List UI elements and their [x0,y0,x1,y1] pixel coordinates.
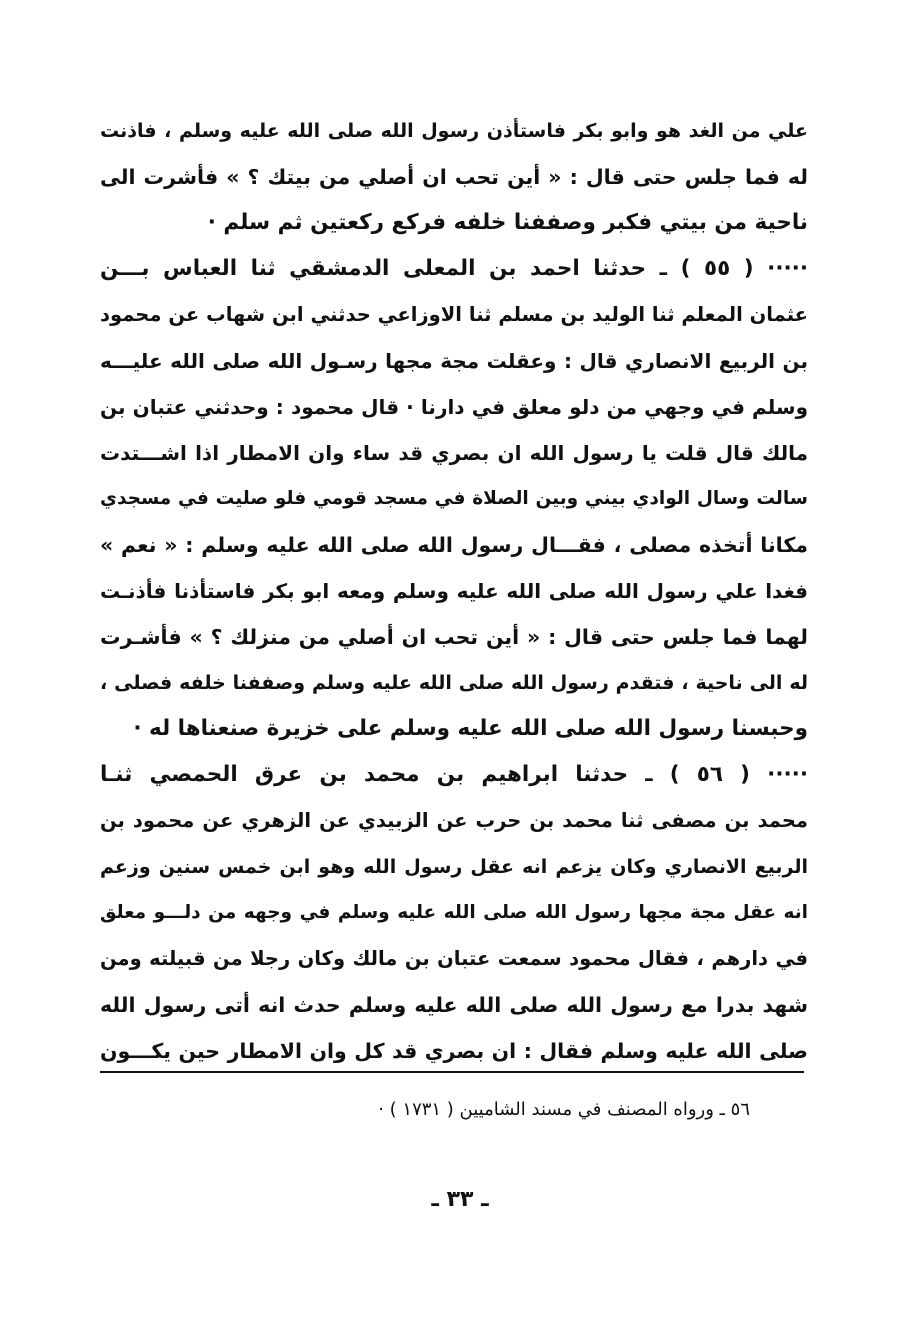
text-line: فغدا علي رسول الله صلى الله عليه وسلم ومعه ابو بكر فاستأذنا فأذنـت [100,579,808,603]
text-line: وسلم في وجهي من دلو معلق في دارنا · قال محمود : وحدثني عتبان بن [100,395,808,419]
text-line: مكانا أتخذه مصلى ، فقـــال رسول الله صلى الله عليه وسلم : « نعم » [100,533,808,557]
text-line: لهما فما جلس حتى قال : « أين تحب ان أصلي من منزلك ؟ » فأشـرت [100,625,808,649]
footnote-separator [100,1071,804,1073]
text-line: في دارهم ، فقال محمود سمعت عتبان بن مالك وكان رجلا من قبيلته ومن [100,947,808,970]
hadith-text-block [100,108,808,1074]
hadith-56-heading-line: ····· ( ٥٦ ) ـ حدثنا ابراهيم بن محمد بن عرق الحمصي ثنـا [100,762,808,787]
text-line: سالت وسال الوادي بيني وبين الصلاة في مسجد قومي فلو صليت في مسجدي [100,488,808,509]
text-line: مالك قال قلت يا رسول الله ان بصري قد ساء وان الامطار اذا اشـــتدت [100,441,808,465]
text-line: شهد بدرا مع رسول الله صلى الله عليه وسلم حدث انه أتى رسول الله [100,993,808,1017]
text-line: ناحية من بيتي فكبر وصففنا خلفه فركع ركعتين ثم سلم · [207,210,808,235]
page-number: ـ ٣٣ ـ [431,1187,489,1212]
text-line: له الى ناحية ، فتقدم رسول الله صلى الله عليه وسلم وصففنا خلفه فصلى ، [100,672,808,694]
text-line: صلى الله عليه وسلم فقال : ان بصري قد كل وان الامطار حين يكـــون [100,1039,808,1063]
hadith-55-heading-line: ····· ( ٥٥ ) ـ حدثنا احمد بن المعلى الدمشقي ثنا العباس بـــن [100,256,808,281]
text-line: انه عقل مجة مجها رسول الله صلى الله عليه وسلم في وجهه من دلـــو معلق [100,902,808,923]
text-line: عثمان المعلم ثنا الوليد بن مسلم ثنا الاوزاعي حدثني ابن شهاب عن محمود [100,303,808,326]
text-line: له فما جلس حتى قال : « أين تحب ان أصلي من بيتك ؟ » فأشرت الى [100,165,808,189]
text-line: وحبسنا رسول الله صلى الله عليه وسلم على خزيرة صنعناها له · [133,716,808,741]
text-line: الربيع الانصاري وكان يزعم انه عقل رسول الله وهو ابن خمس سنين وزعم [100,856,808,878]
footnote: ٥٦ ـ ورواه المصنف في مسند الشاميين ( ١٧٣١ ) · [378,1099,750,1120]
text-line: بن الربيع الانصاري قال : وعقلت مجة مجها رسـول الله صلى الله عليـــه [100,349,808,373]
text-line: محمد بن مصفى ثنا محمد بن حرب عن الزبيدي عن الزهري عن محمود بن [100,809,808,832]
text-line: علي من الغد هو وابو بكر فاستأذن رسول الله صلى الله عليه وسلم ، فاذنت [100,120,808,142]
